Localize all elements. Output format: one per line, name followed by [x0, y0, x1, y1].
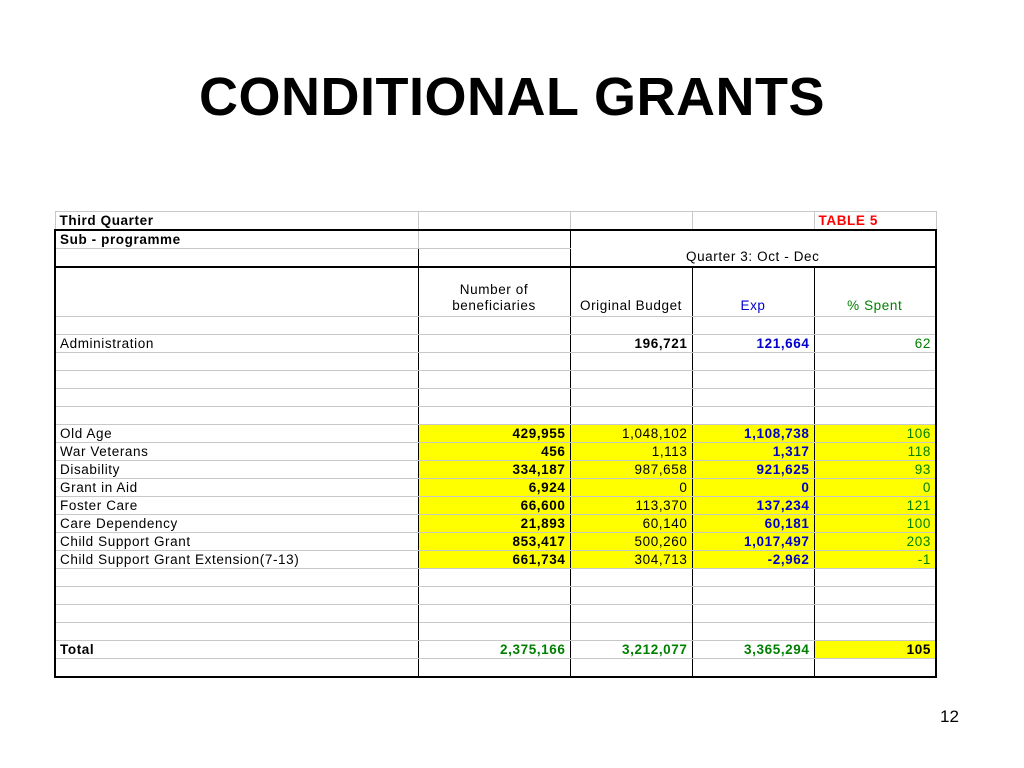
- table-row: [55, 443, 936, 461]
- exp-value: 1,108,738: [692, 425, 814, 443]
- beneficiaries-value: 6,924: [418, 479, 570, 497]
- table-row: [55, 551, 936, 569]
- budget-value: 113,370: [570, 497, 692, 515]
- pct-value: 106: [814, 425, 936, 443]
- column-header-row: [55, 267, 936, 317]
- budget-value: 60,140: [570, 515, 692, 533]
- conditional-grants-table: [54, 211, 937, 678]
- pct-value: 62: [814, 335, 936, 353]
- table-row: [55, 407, 936, 425]
- exp-value: 121,664: [692, 335, 814, 353]
- total-label: Total: [55, 641, 418, 659]
- empty-cell: [55, 267, 418, 317]
- empty-cell: [418, 212, 570, 231]
- pct-value: 121: [814, 497, 936, 515]
- budget-value: 500,260: [570, 533, 692, 551]
- header-beneficiaries: Number of beneficiaries: [418, 267, 570, 317]
- pct-value: 118: [814, 443, 936, 461]
- exp-value: 137,234: [692, 497, 814, 515]
- header-exp: Exp: [692, 267, 814, 317]
- table-row: [55, 249, 936, 268]
- beneficiaries-value: 661,734: [418, 551, 570, 569]
- row-name: Disability: [55, 461, 418, 479]
- beneficiaries-value: [418, 335, 570, 353]
- budget-value: 987,658: [570, 461, 692, 479]
- table-row: [55, 230, 936, 249]
- beneficiaries-value: 334,187: [418, 461, 570, 479]
- row-name: Old Age: [55, 425, 418, 443]
- table-row: [55, 371, 936, 389]
- exp-value: 921,625: [692, 461, 814, 479]
- row-name: War Veterans: [55, 443, 418, 461]
- pct-value: -1: [814, 551, 936, 569]
- pct-value: 93: [814, 461, 936, 479]
- table-row: [55, 515, 936, 533]
- page-number: 12: [940, 707, 959, 726]
- empty-cell: [570, 230, 936, 249]
- sub-programme-label: Sub - programme: [55, 230, 418, 249]
- header-original-budget: Original Budget: [570, 267, 692, 317]
- exp-value: 60,181: [692, 515, 814, 533]
- table-row: [55, 353, 936, 371]
- table-row: [55, 605, 936, 623]
- beneficiaries-value: 853,417: [418, 533, 570, 551]
- table-row: [55, 212, 936, 231]
- row-name: Child Support Grant: [55, 533, 418, 551]
- beneficiaries-value: 429,955: [418, 425, 570, 443]
- table-row: [55, 497, 936, 515]
- row-name: Foster Care: [55, 497, 418, 515]
- table-row: [55, 335, 936, 353]
- total-row: [55, 641, 936, 659]
- beneficiaries-value: 456: [418, 443, 570, 461]
- total-exp: 3,365,294: [692, 641, 814, 659]
- empty-cell: [570, 212, 692, 231]
- table-row: [55, 389, 936, 407]
- table-row: [55, 569, 936, 587]
- row-name: Care Dependency: [55, 515, 418, 533]
- budget-value: 0: [570, 479, 692, 497]
- total-pct: 105: [814, 641, 936, 659]
- slide-title: CONDITIONAL GRANTS: [199, 67, 825, 127]
- table-row: [55, 623, 936, 641]
- header-pct-spent: % Spent: [814, 267, 936, 317]
- budget-value: 196,721: [570, 335, 692, 353]
- table-row: [55, 659, 936, 678]
- empty-cell: [55, 249, 418, 268]
- third-quarter-label: Third Quarter: [55, 212, 418, 231]
- exp-value: -2,962: [692, 551, 814, 569]
- budget-value: 304,713: [570, 551, 692, 569]
- row-name: Administration: [55, 335, 418, 353]
- total-budget: 3,212,077: [570, 641, 692, 659]
- budget-value: 1,048,102: [570, 425, 692, 443]
- table-row: [55, 425, 936, 443]
- empty-cell: [692, 212, 814, 231]
- exp-value: 1,317: [692, 443, 814, 461]
- table-row: [55, 461, 936, 479]
- pct-value: 203: [814, 533, 936, 551]
- total-beneficiaries: 2,375,166: [418, 641, 570, 659]
- table-row: [55, 479, 936, 497]
- table-number-label: TABLE 5: [814, 212, 936, 231]
- quarter-header: Quarter 3: Oct - Dec: [570, 249, 936, 268]
- beneficiaries-value: 21,893: [418, 515, 570, 533]
- exp-value: 1,017,497: [692, 533, 814, 551]
- row-name: Grant in Aid: [55, 479, 418, 497]
- row-name: Child Support Grant Extension(7-13): [55, 551, 418, 569]
- exp-value: 0: [692, 479, 814, 497]
- table-row: [55, 317, 936, 335]
- table-row: [55, 587, 936, 605]
- table-row: [55, 533, 936, 551]
- budget-value: 1,113: [570, 443, 692, 461]
- empty-cell: [418, 230, 570, 249]
- empty-cell: [418, 249, 570, 268]
- pct-value: 100: [814, 515, 936, 533]
- beneficiaries-value: 66,600: [418, 497, 570, 515]
- pct-value: 0: [814, 479, 936, 497]
